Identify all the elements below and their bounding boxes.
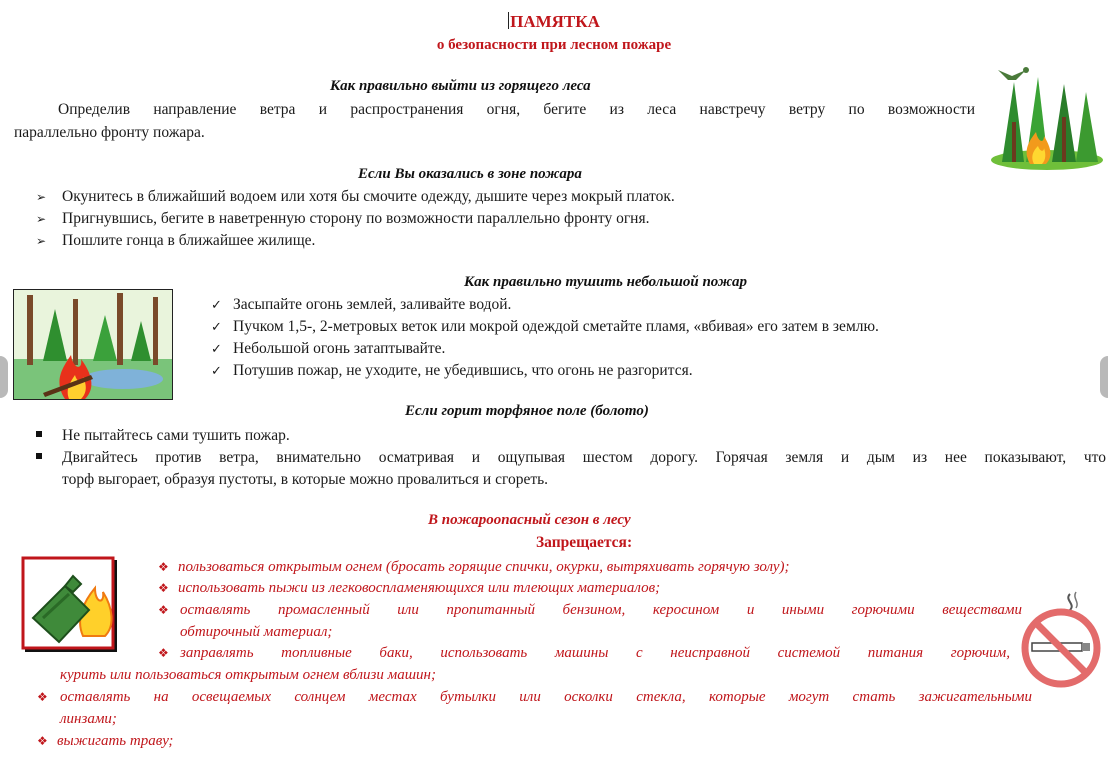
diamond-bullet-icon: ❖: [158, 646, 169, 660]
page-title: ПАМЯТКА: [510, 12, 600, 31]
diamond-bullet-icon: ❖: [37, 690, 48, 704]
paragraph-peat-line-1: Двигайтесь против ветра, внимательно осматривая и ощупывая шестом дорогу. Горячая земля и дым из нее показывают, что: [62, 449, 1106, 466]
list-item: ➢ Пошлите гонца в ближайшее жилище.: [36, 230, 315, 252]
check-bullet-icon: ✓: [211, 342, 222, 357]
prohibited-item-line: оставлять на освещаемых солнцем местах бутылки или осколки стекла, которые могут стать зажигательными: [60, 689, 1032, 705]
list-item: Не пытайтесь сами тушить пожар.: [36, 425, 290, 447]
prohibited-item-line: курить или пользоваться открытым огнем вблизи машин;: [60, 667, 436, 683]
page-subtitle: о безопасности при лесном пожаре: [436, 37, 672, 53]
prohibited-item: [158, 599, 178, 621]
prohibited-item: ❖ выжигать траву;: [37, 730, 173, 752]
check-bullet-icon: ✓: [211, 320, 222, 335]
list-item: ➢ Пригнувшись, бегите в наветренную сторону по возможности параллельно фронту огня.: [36, 208, 650, 230]
square-bullet-icon: [36, 425, 62, 447]
prohibited-item-line: линзами;: [60, 711, 117, 727]
list-item: ✓ Засыпайте огонь землей, заливайте водой.: [211, 294, 511, 317]
section-heading-extinguish: Как правильно тушить небольшой пожар: [464, 274, 748, 290]
check-bullet-icon: ✓: [211, 364, 222, 379]
list-item: [36, 447, 62, 469]
check-bullet-icon: ✓: [211, 298, 222, 313]
list-item: ✓ Потушив пожар, не уходите, не убедившись, что огонь не разгорится.: [211, 360, 693, 383]
prohibited-heading: Запрещается:: [536, 534, 633, 551]
arrow-bullet-icon: ➢: [36, 212, 47, 226]
prohibited-item-line: оставлять промасленный или пропитанный бензином, керосином и иными горючими веществами: [180, 602, 1022, 618]
section-heading-exit-forest: Как правильно выйти из горящего леса: [330, 78, 591, 94]
text-cursor: [508, 12, 509, 29]
diamond-bullet-icon: ❖: [158, 581, 169, 595]
section-heading-peat-fire: Если горит торфяное поле (болото): [405, 403, 649, 419]
prohibited-item-line: заправлять топливные баки, использовать машины с неисправной системой питания горючим,: [180, 645, 1010, 661]
prohibited-item-line: обтирочный материал;: [180, 624, 333, 640]
list-item: ✓ Небольшой огонь затаптывайте.: [211, 338, 445, 361]
prohibited-item: ❖ пользоваться открытым огнем (бросать горящие спички, окурки, вытряхивать горячую золу);: [158, 556, 790, 578]
previous-page-button[interactable]: [0, 356, 8, 398]
paragraph-peat-line-2: торф выгорает, образуя пустоты, в которые можно провалиться и сгореть.: [62, 471, 549, 488]
paragraph-exit-line-1: Определив направление ветра и распространения огня, бегите из леса навстречу ветру по возможности: [58, 101, 975, 118]
arrow-bullet-icon: ➢: [36, 190, 47, 204]
prohibited-item: [37, 686, 57, 708]
fuel-canister-fire-icon: [21, 556, 121, 656]
list-item: ➢ Окунитесь в ближайший водоем или хотя бы смочите одежду, дышите через мокрый платок.: [36, 186, 675, 208]
diamond-bullet-icon: ❖: [158, 603, 169, 617]
prohibited-item: ❖ использовать пыжи из легковоспламеняющихся или тлеющих материалов;: [158, 577, 660, 599]
list-item: ✓ Пучком 1,5-, 2-метровых веток или мокрой одеждой сметайте пламя, «вбивая» его затем в землю.: [211, 316, 879, 339]
section-heading-fire-season: В пожароопасный сезон в лесу: [428, 512, 631, 528]
next-page-button[interactable]: [1100, 356, 1108, 398]
arrow-bullet-icon: ➢: [36, 234, 47, 248]
diamond-bullet-icon: ❖: [37, 734, 48, 748]
burning-forest-icon: [13, 289, 173, 400]
section-heading-fire-zone: Если Вы оказались в зоне пожара: [358, 166, 582, 182]
diamond-bullet-icon: ❖: [158, 560, 169, 574]
prohibited-item: [158, 642, 178, 664]
forest-fire-icon: [986, 62, 1108, 174]
paragraph-exit-line-2: параллельно фронту пожара.: [14, 124, 205, 141]
square-bullet-icon: [36, 447, 62, 469]
no-smoking-icon: [1020, 588, 1102, 688]
